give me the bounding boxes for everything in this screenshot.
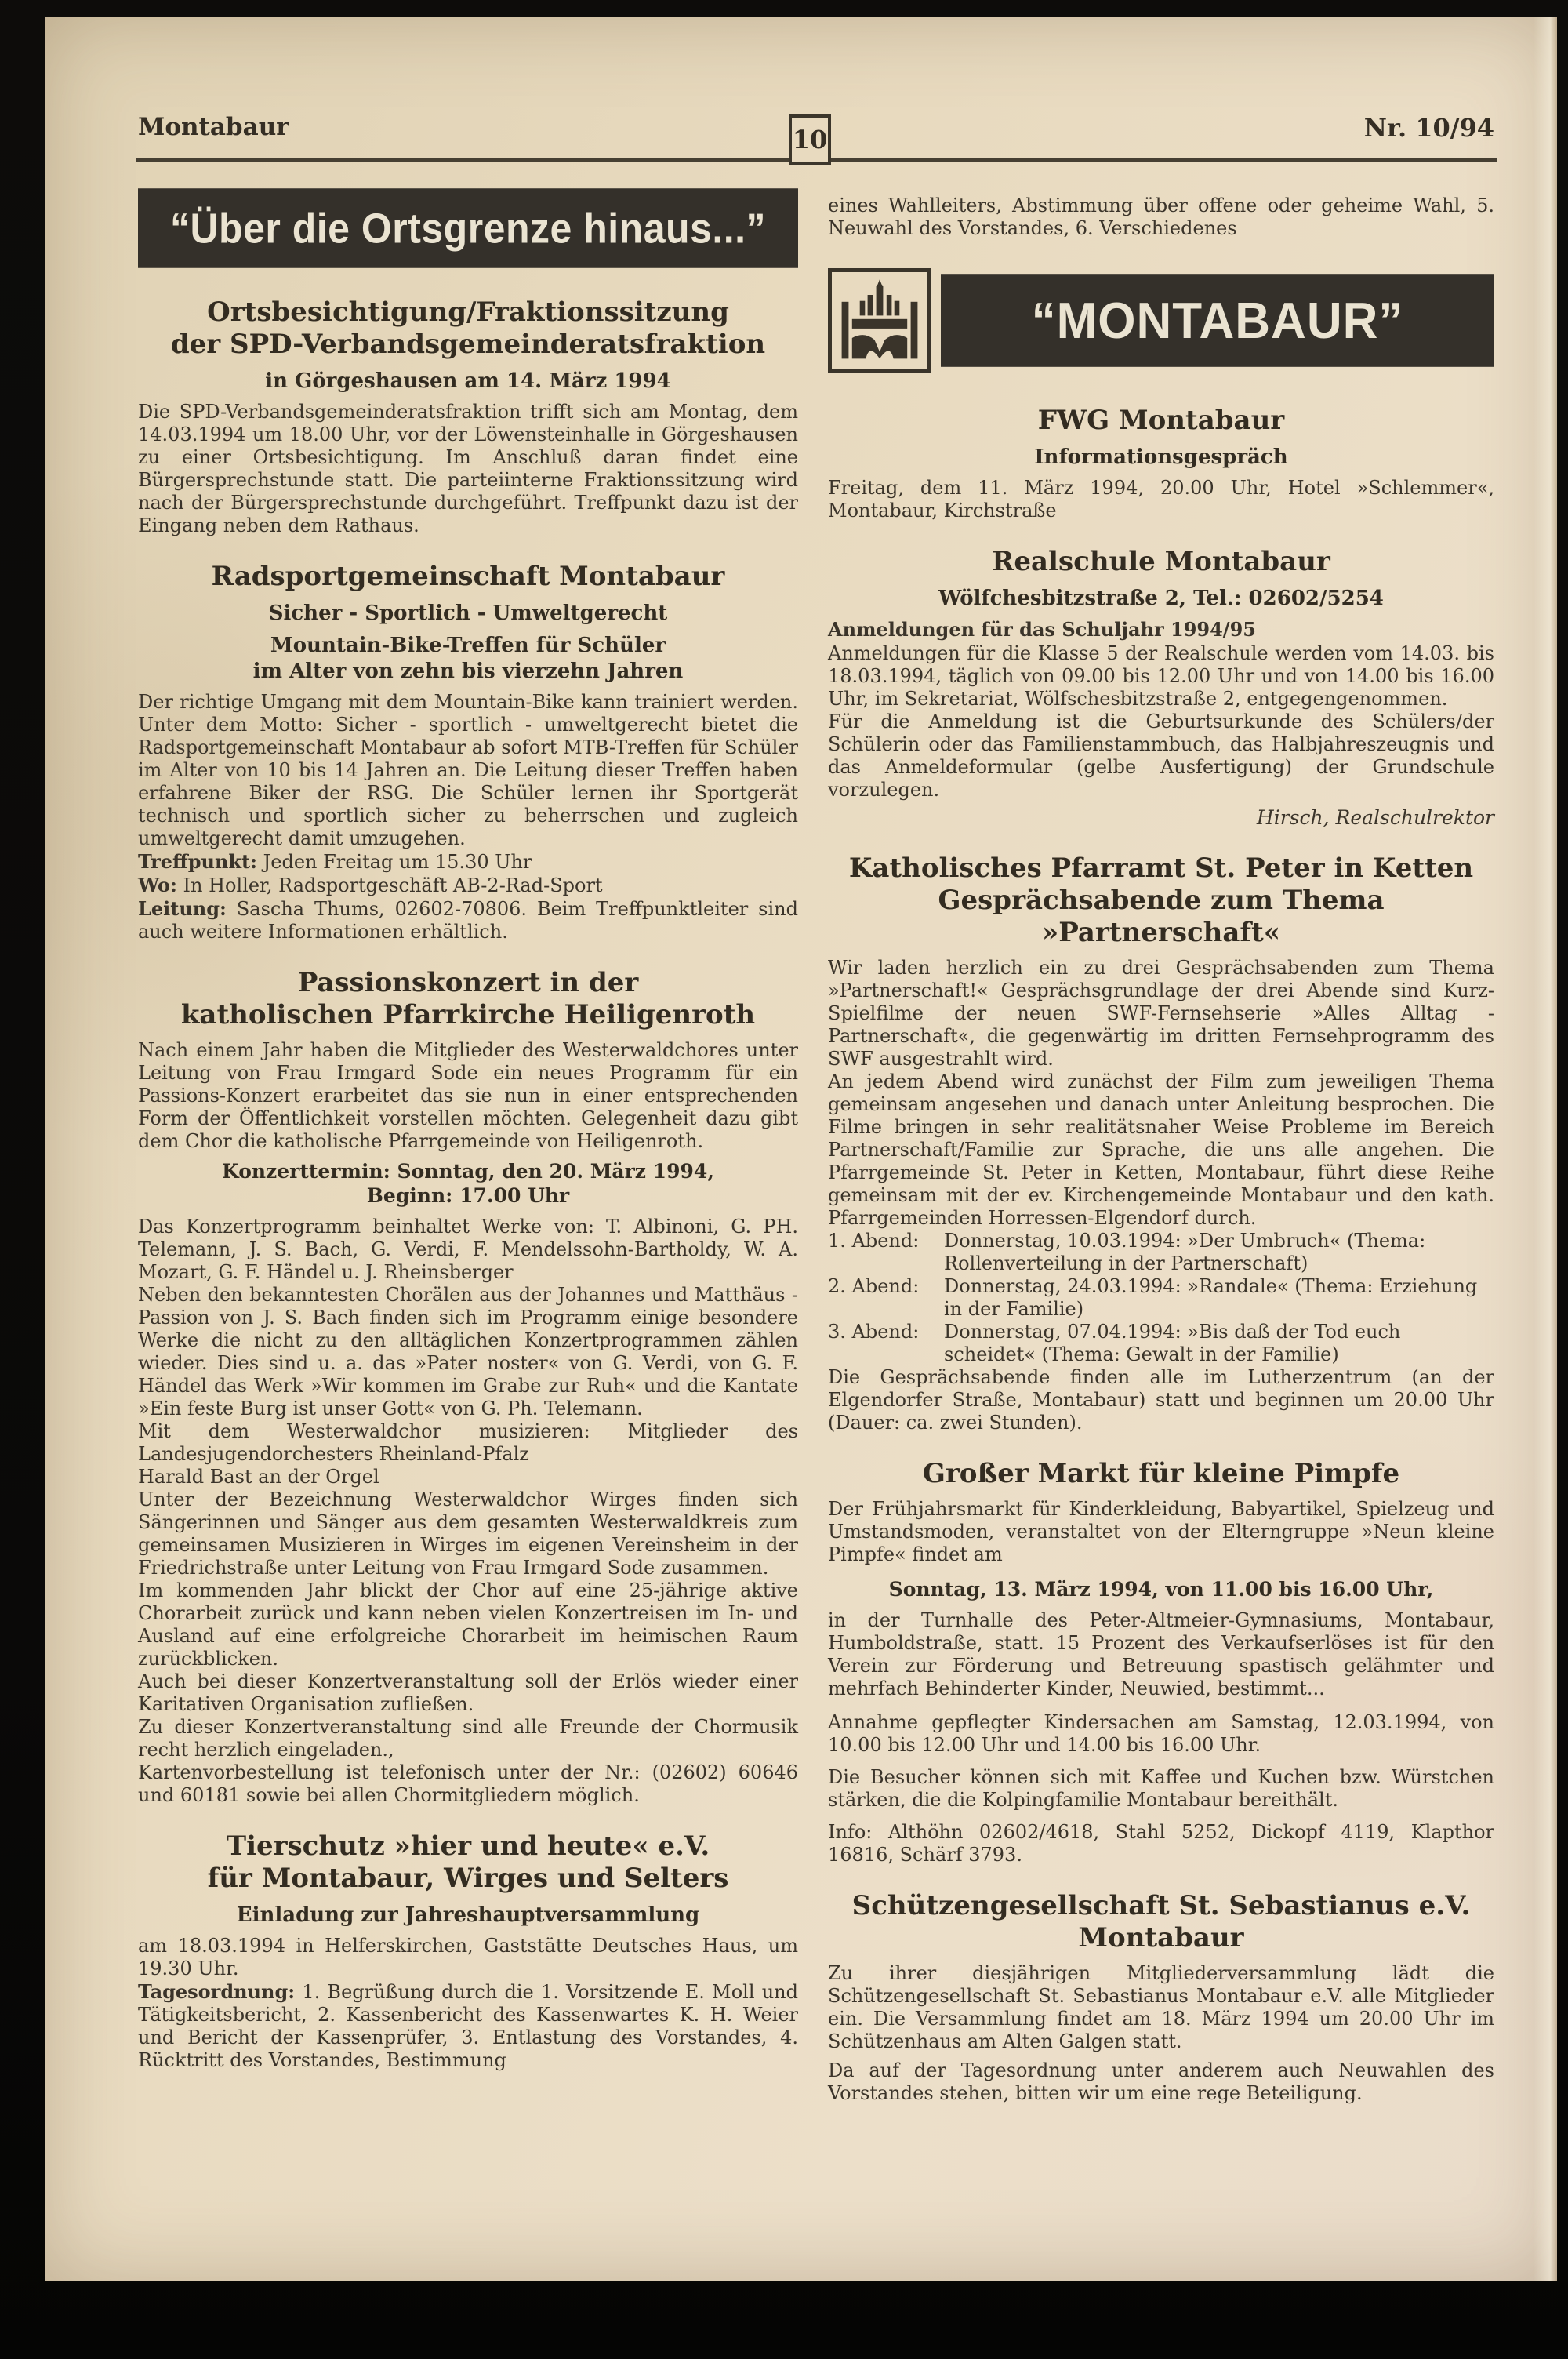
title-line: Passionskonzert in der: [297, 967, 639, 998]
page-number: 10: [792, 125, 828, 154]
abend-label: 3. Abend:: [828, 1321, 920, 1343]
article-title: FWG Montabaur: [1037, 405, 1285, 436]
article-title: Großer Markt für kleine Pimpfe: [922, 1458, 1400, 1489]
abend-text: Donnerstag, 10.03.1994: »Der Umbruch« (Thema: Rollenverteilung in der Partnerschaft): [944, 1230, 1426, 1274]
paragraph: Harald Bast an der Orgel: [138, 1466, 379, 1488]
article-title: Realschule Montabaur: [992, 546, 1330, 577]
header-issue: Nr. 10/94: [1363, 113, 1494, 143]
article-title: [138, 967, 798, 1031]
paragraph: Für die Anmeldung ist die Geburtsurkunde des Schülers/der Schülerin oder das Familienstammbuch, das Halbjahreszeugnis und das Anmeldeformular (gelbe Ausfertigung) der Grundschule vorzulegen.: [828, 711, 1494, 801]
title-line: Katholisches Pfarramt St. Peter in Ketten: [848, 852, 1474, 884]
paragraph: Die Besucher können sich mit Kaffee und Kuchen bzw. Würstchen stärken, die die Kolpingfamilie Montabaur bereithält.: [828, 1766, 1494, 1811]
title-line: Montabaur: [1078, 1922, 1244, 1954]
paragraph: Die Gesprächsabende finden alle im Lutherzentrum (an der Elgendorfer Straße, Montabaur) statt und beginnen um 20.00 Uhr (Dauer: ca. zwei Stunden).: [828, 1366, 1494, 1434]
article-subtitle: Einladung zur Jahreshauptversammlung: [236, 1903, 700, 1927]
article-realschule: [828, 546, 1494, 829]
paragraph: Der Frühjahrsmarkt für Kinderkleidung, Babyartikel, Spielzeug und Umstandsmoden, veranstaltet von der Elterngruppe »Neun kleine Pimpfe« findet am: [828, 1498, 1494, 1565]
paragraph: Im kommenden Jahr blickt der Chor auf eine 25-jährige aktive Chorarbeit zurück und kann neben vielen Konzertreisen im In- und Ausland auf eine erfolgreiche Chorarbeit im heimischen Raum zurückblicken.: [138, 1579, 798, 1670]
paragraph: Info: Althöhn 02602/4618, Stahl 5252, Dickopf 4119, Klapthor 16816, Schärf 3793.: [828, 1821, 1494, 1866]
info-line-treffpunkt: [138, 850, 798, 874]
paragraph: in der Turnhalle des Peter-Altmeier-Gymnasiums, Montabaur, Humboldstraße, statt. 15 Prozent des Verkaufserlöses ist für den Verein zur Förderung und Betreuung spastisch gelähmter und mehrfach Behinderter Kinder, Neuwied, bestimmt...: [828, 1609, 1494, 1699]
continuation-paragraph: eines Wahlleiters, Abstimmung über offene oder geheime Wahl, 5. Neuwahl des Vorstandes, 6. Verschiedenes: [828, 194, 1494, 239]
right-column: [828, 171, 1494, 2128]
article-title: [138, 1830, 798, 1895]
paragraph: Kartenvorbestellung ist telefonisch unter der Nr.: (02602) 60646 und 60181 sowie bei allen Chormitgliedern möglich.: [138, 1761, 798, 1806]
title-line: katholischen Pfarrkirche Heiligenroth: [180, 999, 756, 1030]
header-town: Montabaur: [138, 113, 289, 141]
abend-label: 1. Abend:: [828, 1230, 920, 1252]
paragraph: Da auf der Tagesordnung unter anderem auch Neuwahlen des Vorstandes stehen, bitten wir um eine rege Beteiligung.: [828, 2059, 1494, 2104]
article-tierschutz: [138, 1830, 798, 2072]
subtitle-line: Mountain-Bike-Treffen für Schüler: [270, 634, 666, 657]
concert-date: [138, 1159, 798, 1208]
page-number-box: [789, 114, 831, 165]
banner-montabaur: “MONTABAUR”: [941, 274, 1494, 367]
newsletter-page: [45, 17, 1557, 2281]
article-subtitle: [138, 633, 798, 685]
paragraph: Nach einem Jahr haben die Mitglieder des Westerwaldchores unter Leitung von Frau Irmgard Sode ein neues Programm für ein Passions-Konzert erarbeitet das sie nun in einer entsprechenden Form der Öffentlichkeit vorstellen möchten. Gelegenheit dazu gibt dem Chor die katholische Pfarrgemeinde von Heiligenroth.: [138, 1039, 798, 1152]
article-subtitle: Informationsgespräch: [1034, 445, 1288, 469]
title-line: Gesprächsabende zum Thema »Partnerschaft«: [938, 885, 1385, 948]
article-address: Wölfchesbitzstraße 2, Tel.: 02602/5254: [938, 587, 1384, 610]
paragraph: Das Konzertprogramm beinhaltet Werke von: T. Albinoni, G. PH. Telemann, J. S. Bach, G. Verdi, F. Mendelssohn-Bartholdy, W. A. Mozart, G. F. Händel u. J. Rheinsberger: [138, 1216, 798, 1283]
article-subtitle: in Görgeshausen am 14. März 1994: [265, 369, 671, 393]
title-line: Tierschutz »hier und heute« e.V.: [226, 1830, 710, 1862]
paragraph: Annahme gepflegter Kindersachen am Samstag, 12.03.1994, von 10.00 bis 12.00 Uhr und 14.00 bis 16.00 Uhr.: [828, 1711, 1494, 1756]
paragraph: Neben den bekanntesten Chorälen aus der Johannes und Matthäus - Passion von J. S. Bach finden sich im Programm einige besondere Werke die nicht zu den alltäglichen Konzertprogrammen zählen wieder. Dies sind u. a. das »Pater noster« von G. Verdi, von G. F. Händel das Werk »Wir kommen im Grabe zur Ruh« und die Kantate »Ein feste Burg ist unser Gott« von G. Ph. Telemann.: [138, 1284, 798, 1419]
agenda-text: 1. Begrüßung durch die 1. Vorsitzende E. Moll und Tätigkeitsbericht, 2. Kassenbericht des Kassenwartes K. H. Weier und Bericht der Kassenprüfer, 3. Entlastung des Vorstandes, 4. Rücktritt des Vorstandes, Bestimmung: [138, 1981, 799, 2071]
info-label: Treffpunkt:: [138, 850, 257, 873]
castle-logo-icon: [828, 268, 931, 373]
paragraph: An jedem Abend wird zunächst der Film zum jeweiligen Thema gemeinsam angesehen und danach unter Anleitung besprochen. Die Filme bringen in sehr realitätsnaher Weise Probleme im Bereich Partnerschaft/Familie zur Sprache, die uns alle angehen. Die Pfarrgemeinde St. Peter in Ketten, Montabaur, führt diese Reihe gemeinsam mit der ev. Kirchengemeinde Montabaur und den kath. Pfarrgemeinden Horressen-Elgendorf durch.: [828, 1070, 1494, 1229]
paragraph: Mit dem Westerwaldchor musizieren: Mitglieder des Landesjugendorchesters Rheinland-Pfalz: [138, 1420, 798, 1465]
paragraph: Zu ihrer diesjährigen Mitgliederversammlung lädt die Schützengesellschaft St. Sebastianus Montabaur e.V. alle Mitglieder ein. Die Versammlung findet am 18. März 1994 um 20.00 Uhr im Schützenhaus am Alten Galgen statt.: [828, 1962, 1494, 2052]
title-line: für Montabaur, Wirges und Selters: [207, 1863, 729, 1894]
date-line: Konzerttermin: Sonntag, den 20. März 1994,: [222, 1160, 714, 1183]
article-title: [828, 1890, 1494, 1954]
article-pimpfe-markt: [828, 1458, 1494, 1866]
abend-item-3: [828, 1321, 1494, 1366]
title-line: Ortsbesichtigung/Fraktionssitzung: [207, 296, 729, 328]
abend-item-2: [828, 1275, 1494, 1321]
article-fwg: [828, 405, 1494, 522]
montabaur-banner-row: [828, 268, 1494, 373]
article-motto: Sicher - Sportlich - Umweltgerecht: [268, 602, 668, 625]
paragraph: Auch bei dieser Konzertveranstaltung soll der Erlös wieder einer Karitativen Organisation zufließen.: [138, 1670, 798, 1715]
paragraph: Wir laden herzlich ein zu drei Gesprächsabenden zum Thema »Partnerschaft!« Gesprächsgrundlage der drei Abende sind Kurz-Spielfilme der neuen SWF-Fernsehserie »Alles Alltag - Partnerschaft«, die gegenwärtig im dritten Fernsehprogramm des SWF ausgestrahlt wird.: [828, 957, 1494, 1070]
paragraph: Unter der Bezeichnung Westerwaldchor Wirges finden sich Sängerinnen und Sänger aus dem gesamten Westerwaldkreis zum gemeinsamen Musizieren in Wirges im eigenen Vereinsheim in der Friedrichstraße unter Leitung von Frau Irmgard Sode zusammen.: [138, 1488, 798, 1579]
info-value: Sascha Thums, 02602-70806. Beim Treffpunktleiter sind auch weitere Informationen erhältlich.: [138, 898, 798, 943]
title-line: der SPD-Verbandsgemeinderatsfraktion: [170, 329, 766, 360]
article-title: [138, 296, 798, 361]
info-label: Leitung:: [138, 897, 227, 920]
banner-ueber-die-ortsgrenze: “Über die Ortsgrenze hinaus...”: [138, 188, 798, 268]
article-schuetzengesellschaft: [828, 1890, 1494, 2105]
paragraph: Freitag, dem 11. März 1994, 20.00 Uhr, Hotel »Schlemmer«, Montabaur, Kirchstraße: [828, 477, 1494, 522]
info-value: In Holler, Radsportgeschäft AB-2-Rad-Sport: [183, 874, 603, 896]
signature: Hirsch, Realschulrektor: [1256, 806, 1494, 829]
info-value: Jeden Freitag um 15.30 Uhr: [263, 851, 532, 873]
article-title: Radsportgemeinschaft Montabaur: [211, 561, 725, 592]
agenda-paragraph: [138, 1980, 798, 2072]
abend-item-1: [828, 1230, 1494, 1275]
left-column: [138, 171, 798, 2095]
paragraph: Die SPD-Verbandsgemeinderatsfraktion trifft sich am Montag, dem 14.03.1994 um 18.00 Uhr, vor der Löwensteinhalle in Görgeshausen zu einer Ortsbesichtigung. Im Anschluß daran findet eine Bürgersprechstunde statt. Die parteiinterne Fraktionssitzung wird nach der Bürgersprechstunde durchgeführt. Treffpunkt dazu ist der Eingang neben dem Rathaus.: [138, 401, 798, 536]
paragraph: Anmeldungen für die Klasse 5 der Realschule werden vom 14.03. bis 18.03.1994, täglich von 09.00 bis 12.00 Uhr und von 14.00 bis 16.00 Uhr, im Sekretariat, Wölfschesbitzstraße 2, entgegengenommen.: [828, 642, 1494, 710]
article-title: [828, 852, 1494, 949]
title-line: Schützengesellschaft St. Sebastianus e.V.: [851, 1890, 1471, 1921]
info-line-leitung: [138, 897, 798, 943]
paragraph: Der richtige Umgang mit dem Mountain-Bike kann trainiert werden. Unter dem Motto: Sicher - sportlich - umweltgerecht bietet die Radsportgemeinschaft Montabaur ab sofort MTB-Treffen für Schüler im Alter von 10 bis 14 Jahren an. Die Leitung dieser Treffen haben erfahrene Biker der RSG. Die Schüler lernen ihr Sportgerät technisch und sportlich sicher zu beherrschen und zugleich umweltgerecht damit umzugehen.: [138, 691, 798, 849]
paragraph: Zu dieser Konzertveranstaltung sind alle Freunde der Chormusik recht herzlich eingeladen.,: [138, 1716, 798, 1761]
article-pfarramt: [828, 852, 1494, 1434]
agenda-label: Tagesordnung:: [138, 1980, 296, 2003]
abend-label: 2. Abend:: [828, 1275, 920, 1297]
date-line: Beginn: 17.00 Uhr: [366, 1184, 570, 1207]
subtitle-line: im Alter von zehn bis vierzehn Jahren: [252, 660, 684, 683]
article-passionskonzert: [138, 967, 798, 1807]
article-radsportgemeinschaft: [138, 561, 798, 943]
paragraph: am 18.03.1994 in Helferskirchen, Gaststätte Deutsches Haus, um 19.30 Uhr.: [138, 1935, 798, 1979]
info-label: Wo:: [138, 874, 177, 896]
abend-text: Donnerstag, 07.04.1994: »Bis daß der Tod euch scheidet« (Thema: Gewalt in der Familie): [944, 1321, 1401, 1365]
lead-line: Anmeldungen für das Schuljahr 1994/95: [828, 618, 1256, 641]
article-spd-fraktionssitzung: [138, 296, 798, 537]
info-line-wo: [138, 874, 798, 897]
market-date: Sonntag, 13. März 1994, von 11.00 bis 16.00 Uhr,: [888, 1578, 1434, 1601]
abend-text: Donnerstag, 24.03.1994: »Randale« (Thema: Erziehung in der Familie): [944, 1275, 1478, 1320]
